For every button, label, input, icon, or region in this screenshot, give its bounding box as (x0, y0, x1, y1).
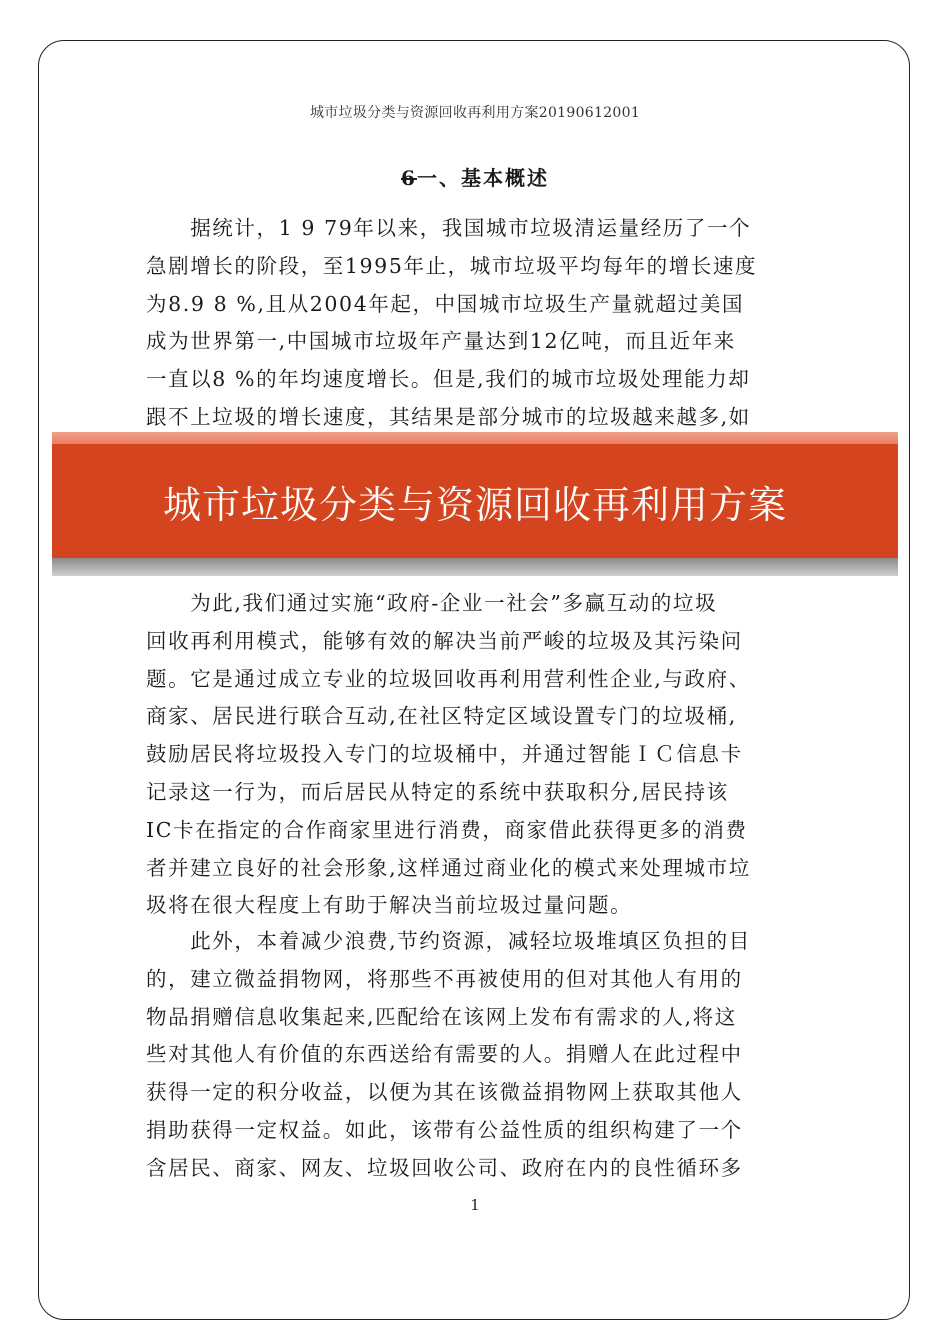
banner-title: 城市垃圾分类与资源回收再利用方案 (162, 482, 787, 527)
paragraph-line: 成为世界第一,中国城市垃圾年产量达到12亿吨，而且近年来 (146, 329, 736, 354)
paragraph-line: 些对其他人有价值的东西送给有需要的人。捐赠人在此过程中 (146, 1042, 743, 1067)
paragraph-line: IC卡在指定的合作商家里进行消费，商家借此获得更多的消费 (146, 817, 748, 842)
paragraph-line: 商家、居民进行联合互动,在社区特定区域设置专门的垃圾桶, (146, 704, 737, 729)
paragraph-line: 记录这一行为，而后居民从特定的系统中获取积分,居民持该 (146, 779, 729, 804)
banner-body (52, 444, 898, 558)
paragraph-line: 物品捐赠信息收集起来,匹配给在该网上发布有需求的人,将这 (146, 1004, 737, 1029)
document-header: 城市垃圾分类与资源回收再利用方案20190612001 (309, 105, 641, 121)
paragraph-line: 含居民、商家、网友、垃圾回收公司、政府在内的良性循环多 (146, 1155, 743, 1180)
paragraph-line: 此外，本着减少浪费,节约资源，减轻垃圾堆填区负担的目 (146, 929, 751, 953)
paragraph-line: 一直以8 %的年均速度增长。但是,我们的城市垃圾处理能力却 (146, 367, 751, 392)
paragraph-3 (146, 923, 802, 1188)
paragraph-line: 为8.9 8 %,且从2004年起，中国城市垃圾生产量就超过美国 (146, 291, 745, 316)
paragraph-line: 的，建立微益捐物网，将那些不再被使用的但对其他人有用的 (146, 966, 743, 991)
section-title-text: 一、基本概述 (416, 166, 549, 190)
paragraph-line: 急剧增长的阶段，至1995年止，城市垃圾平均每年的增长速度 (146, 253, 758, 278)
paragraph-line: 题。它是通过成立专业的垃圾回收再利用营利性企业,与政府、 (146, 666, 751, 691)
paragraph-line: 捐助获得一定权益。如此，该带有公益性质的组织构建了一个 (146, 1117, 743, 1142)
paragraph-2 (146, 585, 802, 925)
paragraph-line: 跟不上垃圾的增长速度，其结果是部分城市的垃圾越来越多,如 (146, 404, 751, 429)
paragraph-line: 者并建立良好的社会形象,这样通过商业化的模式来处理城市垃 (146, 855, 751, 880)
banner-bottom-shade (52, 558, 898, 576)
paragraph-line: 回收再利用模式，能够有效的解决当前严峻的垃圾及其污染问 (146, 628, 743, 653)
paragraph-line: 为此,我们通过实施“政府-企业一社会”多赢互动的垃圾 (146, 591, 718, 615)
paragraph-line: 圾将在很大程度上有助于解决当前垃圾过量问题。 (146, 893, 633, 918)
section-title (0, 162, 950, 191)
section-mark: 6 (401, 166, 417, 190)
paragraph-line: 据统计，1 9 79年以来，我国城市垃圾清运量经历了一个 (146, 216, 752, 240)
paragraph-line: 鼓励居民将垃圾投入专门的垃圾桶中，并通过智能ＩＣ信息卡 (146, 742, 743, 767)
page-number: 1 (470, 1196, 480, 1214)
paragraph-line: 获得一定的积分收益，以便为其在该微益捐物网上获取其他人 (146, 1080, 743, 1105)
title-banner (52, 432, 898, 578)
